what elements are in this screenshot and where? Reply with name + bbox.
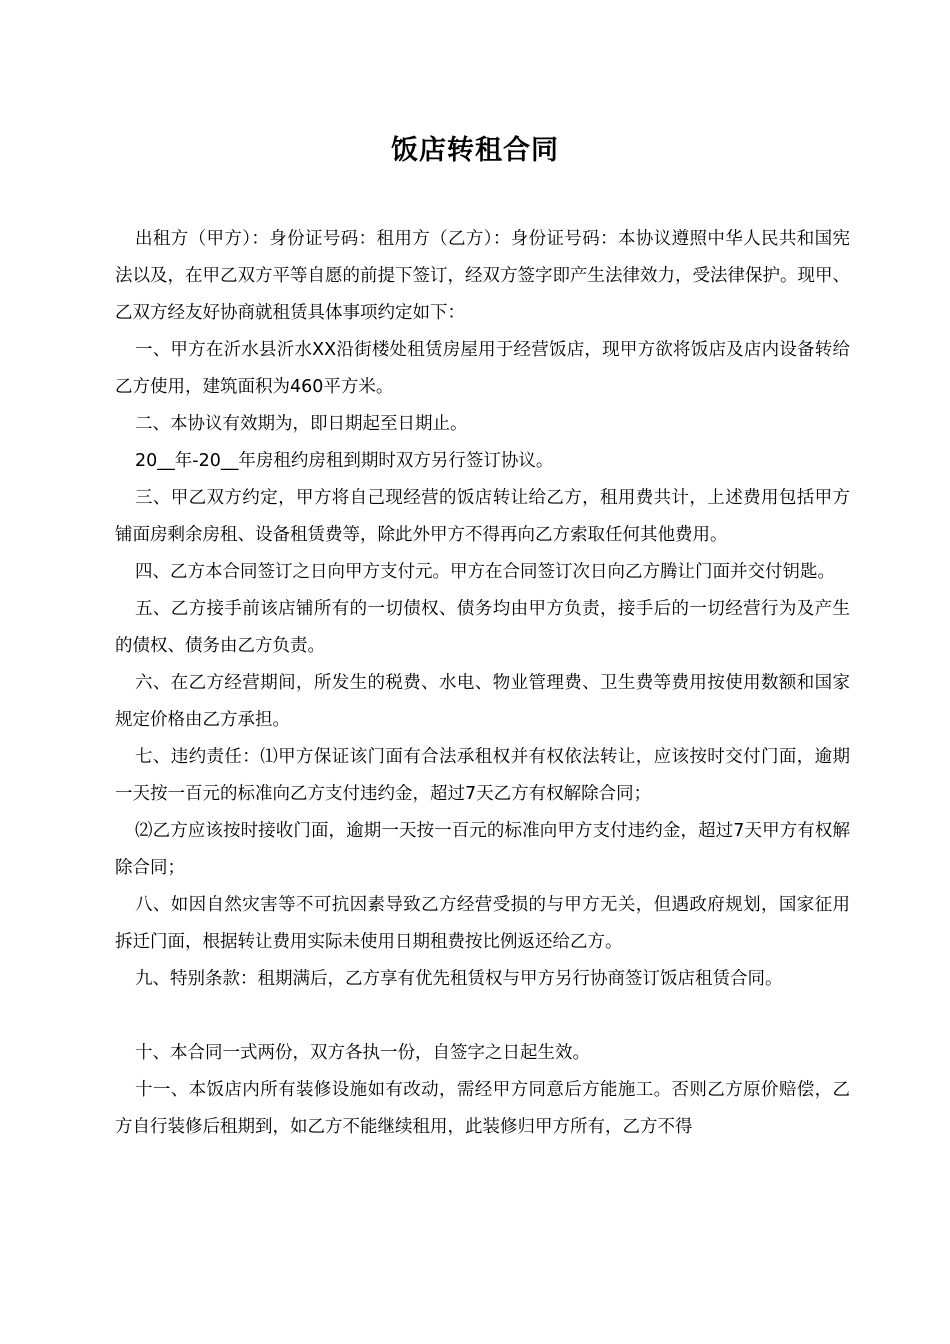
paragraph-clause-10: 十、本合同一式两份，双方各执一份，自签字之日起生效。 [135, 1043, 590, 1063]
paragraph-clause-7: 七、违约责任：⑴甲方保证该门面有合法承租权并有权依法转让，应该按时交付门面，逾期一天按一百元的标准向乙方支付违约金，超过7天乙方有权解除合同； [115, 747, 850, 804]
paragraph-clause-3: 三、甲乙双方约定，甲方将自己现经营的饭店转让给乙方，租用费共计，上述费用包括甲方铺面房剩余房租、设备租赁费等，除此外甲方不得再向乙方索取任何其他费用。 [115, 488, 850, 545]
paragraph-clause-2-term: 20__年-20__年房租约房租到期时双方另行签订协议。 [135, 451, 554, 471]
paragraph-clause-9: 九、特别条款：租期满后，乙方享有优先租赁权与甲方另行协商签订饭店租赁合同。 [135, 969, 783, 989]
paragraph-clause-8: 八、如因自然灾害等不可抗因素导致乙方经营受损的与甲方无关，但遇政府规划，国家征用拆迁门面，根据转让费用实际未使用日期租费按比例返还给乙方。 [115, 895, 850, 952]
paragraph-clause-1: 一、甲方在沂水县沂水XX沿街楼处租赁房屋用于经营饭店，现甲方欲将饭店及店内设备转给乙方使用，建筑面积为460平方米。 [115, 340, 850, 397]
paragraph-spacer [115, 998, 850, 1035]
paragraph-preamble: 出租方（甲方）：身份证号码：租用方（乙方）：身份证号码：本协议遵照中华人民共和国宪法以及，在甲乙双方平等自愿的前提下签订，经双方签字即产生法律效力，受法律保护。现甲、乙双方经友好协商就租赁具体事项约定如下： [115, 229, 850, 323]
paragraph-clause-11: 十一、本饭店内所有装修设施如有改动，需经甲方同意后方能施工。否则乙方原价赔偿，乙方自行装修后租期到，如乙方不能继续租用，此装修归甲方所有，乙方不得 [115, 1080, 850, 1137]
document-body [115, 221, 850, 1146]
paragraph-clause-2: 二、本协议有效期为，即日期起至日期止。 [135, 414, 468, 434]
paragraph-clause-6: 六、在乙方经营期间，所发生的税费、水电、物业管理费、卫生费等费用按使用数额和国家规定价格由乙方承担。 [115, 673, 850, 730]
paragraph-clause-7-sub-2: ⑵乙方应该按时接收门面，逾期一天按一百元的标准向甲方支付违约金，超过7天甲方有权解除合同； [115, 821, 850, 878]
paragraph-clause-4: 四、乙方本合同签订之日向甲方支付元。甲方在合同签订次日向乙方腾让门面并交付钥匙。 [135, 562, 835, 582]
document-title: 饭店转租合同 [391, 135, 559, 166]
paragraph-clause-5: 五、乙方接手前该店铺所有的一切债权、债务均由甲方负责，接手后的一切经营行为及产生的债权、债务由乙方负责。 [115, 599, 850, 656]
